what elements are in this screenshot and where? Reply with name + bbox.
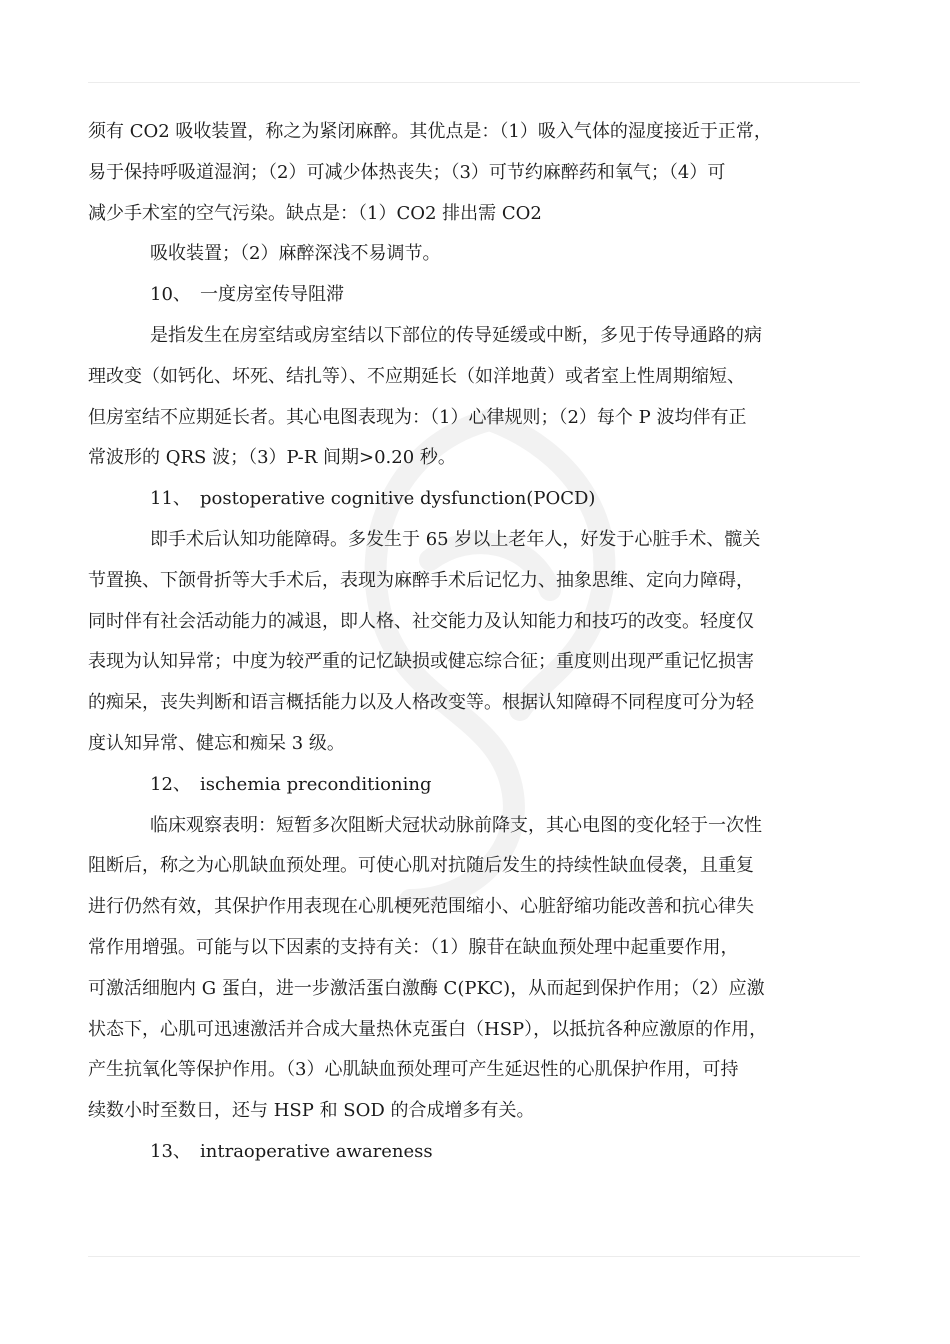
section-title: ischemia preconditioning xyxy=(200,773,432,795)
section-title: postoperative cognitive dysfunction(POCD) xyxy=(200,488,596,510)
text-line: 产生抗氧化等保护作用。（3）心肌缺血预处理可产生延迟性的心肌保护作用，可持 xyxy=(88,1059,739,1081)
text-line: 但房室结不应期延长者。其心电图表现为：（1）心律规则；（2）每个 P 波均伴有正 xyxy=(88,406,747,428)
text-line: 须有 CO2 吸收装置，称之为紧闭麻醉。其优点是：（1）吸入气体的湿度接近于正常， xyxy=(88,121,772,142)
text-line: 理改变（如钙化、坏死、结扎等）、不应期延长（如洋地黄）或者室上性周期缩短、 xyxy=(88,365,745,387)
text-line: 是指发生在房室结或房室结以下部位的传导延缓或中断，多见于传导通路的病 xyxy=(150,324,762,346)
section-heading xyxy=(88,1132,863,1173)
text-line: 即手术后认知功能障碍。多发生于 65 岁以上老年人，好发于心脏手术、髋关 xyxy=(150,528,761,550)
section-number: 11、 xyxy=(150,488,191,510)
section-heading xyxy=(88,765,863,806)
text-line: 的痴呆，丧失判断和语言概括能力以及人格改变等。根据认知障碍不同程度可分为轻 xyxy=(88,692,754,714)
text-line: 度认知异常、健忘和痴呆 3 级。 xyxy=(88,732,345,754)
text-line: 同时伴有社会活动能力的减退，即人格、社交能力及认知能力和技巧的改变。轻度仅 xyxy=(88,610,754,632)
text-line: 节置换、下颌骨折等大手术后，表现为麻醉手术后记忆力、抽象思维、定向力障碍， xyxy=(88,569,754,591)
footer-rule xyxy=(88,1256,860,1257)
section-heading xyxy=(88,479,863,520)
text-line: 常作用增强。可能与以下因素的支持有关：（1）腺苷在缺血预处理中起重要作用， xyxy=(88,936,739,958)
text-line: 易于保持呼吸道湿润；（2）可减少体热丧失；（3）可节约麻醉药和氧气；（4）可 xyxy=(88,161,726,183)
text-line: 吸收装置；（2）麻醉深浅不易调节。 xyxy=(150,243,441,265)
section-number: 12、 xyxy=(150,773,191,795)
text-line: 表现为认知异常；中度为较严重的记忆缺损或健忘综合征；重度则出现严重记忆损害 xyxy=(88,651,754,673)
section-heading xyxy=(88,275,863,316)
text-line: 临床观察表明：短暂多次阻断犬冠状动脉前降支，其心电图的变化轻于一次性 xyxy=(150,814,762,836)
section-title: 一度房室传导阻滞 xyxy=(200,284,344,306)
text-line: 阻断后，称之为心肌缺血预处理。可使心肌对抗随后发生的持续性缺血侵袭，且重复 xyxy=(88,855,754,877)
text-line: 常波形的 QRS 波；（3）P-R 间期>0.20 秒。 xyxy=(88,447,456,469)
section-title: intraoperative awareness xyxy=(200,1140,433,1162)
text-line: 进行仍然有效，其保护作用表现在心肌梗死范围缩小、心脏舒缩功能改善和抗心律失 xyxy=(88,896,754,918)
text-line: 减少手术室的空气污染。缺点是：（1）CO2 排出需 CO2 xyxy=(88,202,542,224)
text-line: 续数小时至数日，还与 HSP 和 SOD 的合成增多有关。 xyxy=(88,1100,535,1122)
text-line: 状态下，心肌可迅速激活并合成大量热休克蛋白（HSP），以抵抗各种应激原的作用， xyxy=(88,1018,768,1040)
text-line: 可激活细胞内 G 蛋白，进一步激活蛋白激酶 C(PKC)，从而起到保护作用；（2）应激 xyxy=(88,977,765,999)
section-number: 13、 xyxy=(150,1140,191,1162)
header-rule xyxy=(88,82,860,83)
section-number: 10、 xyxy=(150,284,191,306)
document-body xyxy=(88,112,863,1173)
